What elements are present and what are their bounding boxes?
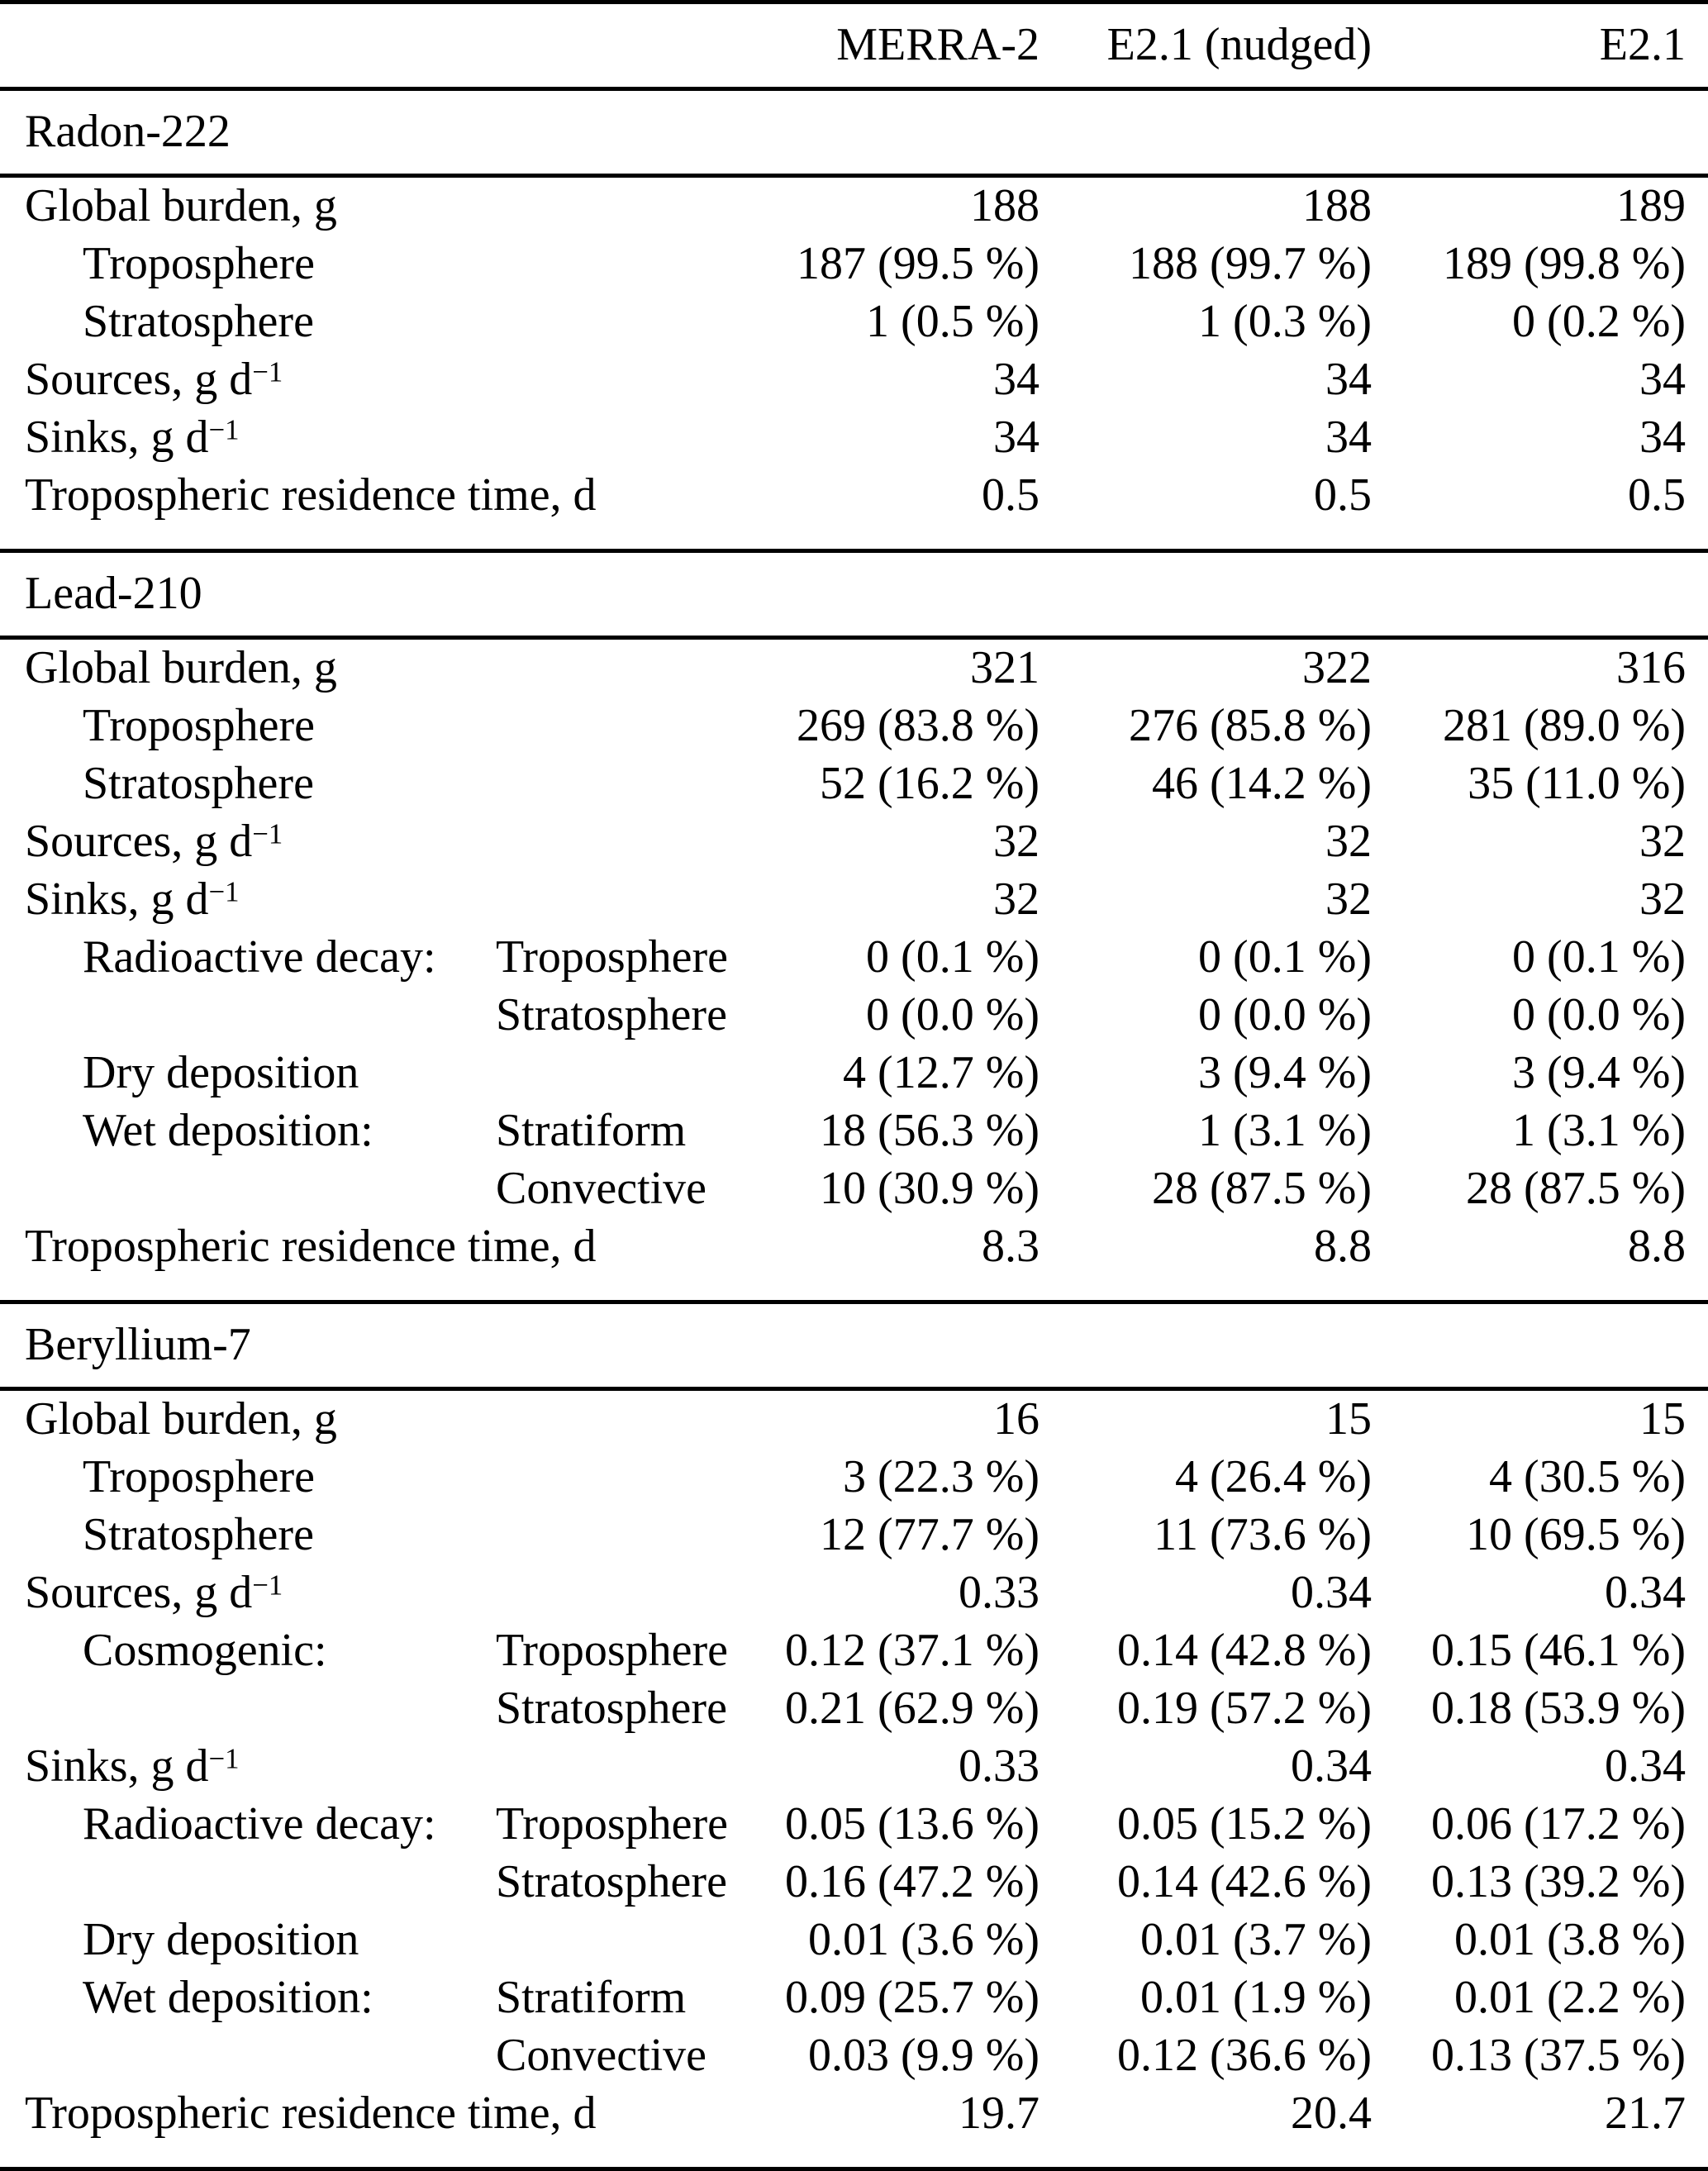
row-sublabel [471,293,735,351]
row-label [0,987,471,1045]
value-cell-merra2: 32 [993,874,1040,926]
table-row [0,1622,1708,1680]
superscript: −1 [208,1742,240,1775]
value-cell-merra2: 269 (83.8 %) [797,700,1040,752]
row-sublabel: Stratiform [496,1972,687,2024]
value-cell-e21-nudged: 15 [1325,1393,1372,1445]
row-sublabel: Stratosphere [496,1683,727,1735]
row-label: Sinks, g $d^{-1}$ [25,874,240,926]
row-label: Dry deposition [83,1914,359,1966]
value-cell-e21-nudged: 46 (14.2 %) [1152,758,1372,810]
value-cell-merra2: 32 [993,816,1040,868]
value-cell-e21-nudged: 28 (87.5 %) [1152,1163,1372,1215]
table-row [0,987,1708,1045]
row-sublabel [471,871,735,929]
value-cell-e21-nudged: 0 (0.1 %) [1198,931,1372,983]
row-label [0,1854,471,1912]
value-cell-e21: 0.13 (37.5 %) [1431,2030,1686,2082]
table-row [0,755,1708,813]
value-cell-e21: 1 (3.1 %) [1512,1105,1686,1157]
value-cell-e21: 8.8 [1628,1221,1686,1273]
table-row [0,2027,1708,2085]
value-cell-e21-nudged: 0.19 (57.2 %) [1117,1683,1372,1735]
row-sublabel [471,236,735,293]
table-row [0,1564,1708,1622]
row-label: Cosmogenic: [83,1625,327,1677]
section-title-lead-210: Lead-210 [0,551,1708,638]
section-title-row [0,89,1708,176]
row-label [0,2027,471,2085]
value-cell-e21: 0.15 (46.1 %) [1431,1625,1686,1677]
value-cell-merra2: 1 (0.5 %) [866,296,1040,348]
table-row [0,467,1708,525]
row-sublabel: Convective [496,2030,707,2082]
superscript: −1 [252,1569,283,1602]
table-row [0,236,1708,293]
value-cell-merra2: 34 [993,354,1040,406]
row-sublabel [471,697,735,755]
section-title-row [0,1302,1708,1389]
value-cell-e21: 0 (0.0 %) [1512,989,1686,1041]
value-cell-e21-nudged: 34 [1325,412,1372,464]
value-cell-e21-nudged: 34 [1325,354,1372,406]
table-row [0,638,1708,698]
value-cell-merra2: 188 [970,180,1040,232]
superscript: −1 [252,817,283,850]
value-cell-merra2: 0.05 (13.6 %) [785,1798,1040,1850]
value-cell-merra2: 0 (0.1 %) [866,931,1040,983]
row-sublabel [471,1389,735,1450]
value-cell-merra2: 0.33 [959,1567,1040,1619]
table-row [0,1507,1708,1564]
table-row [0,1680,1708,1738]
value-cell-e21-nudged: 276 (85.8 %) [1129,700,1372,752]
value-cell-e21-nudged: 188 [1302,180,1372,232]
value-cell-e21: 0.5 [1628,469,1686,521]
value-cell-merra2: 3 (22.3 %) [843,1451,1040,1503]
row-sublabel: Stratiform [496,1105,687,1157]
row-label: Radioactive decay: [83,1798,436,1850]
value-cell-e21-nudged: 0.01 (1.9 %) [1140,1972,1372,2024]
row-label: Sources, g $d^{-1}$ [25,1567,283,1619]
value-cell-e21: 28 (87.5 %) [1466,1163,1686,1215]
table-row [0,176,1708,236]
header-empty-cell [471,2,735,89]
row-sublabel [471,409,735,467]
superscript: −1 [208,875,240,908]
row-sublabel: Convective [496,1163,707,1215]
table-row [0,1389,1708,1450]
row-label: Wet deposition: [83,1105,373,1157]
value-cell-e21-nudged: 0.12 (36.6 %) [1117,2030,1372,2082]
value-cell-merra2: 187 (99.5 %) [797,238,1040,290]
value-cell-e21-nudged: 1 (0.3 %) [1198,296,1372,348]
row-sublabel [471,1507,735,1564]
row-label: Global burden, g [25,642,337,694]
table-row [0,929,1708,987]
value-cell-merra2: 0.5 [982,469,1040,521]
table-row [0,1045,1708,1102]
value-cell-e21-nudged: 0.14 (42.8 %) [1117,1625,1372,1677]
value-cell-e21: 10 (69.5 %) [1466,1509,1686,1561]
table-row [0,293,1708,351]
value-cell-e21-nudged: 20.4 [1291,2088,1372,2140]
value-cell-e21: 35 (11.0 %) [1468,758,1686,810]
table-row [0,1738,1708,1796]
value-cell-e21-nudged: 32 [1325,816,1372,868]
row-label: Dry deposition [83,1047,359,1099]
value-cell-e21: 34 [1639,412,1686,464]
table-header-row [0,2,1708,89]
value-cell-e21-nudged: 0 (0.0 %) [1198,989,1372,1041]
row-label: Stratosphere [83,1509,314,1561]
value-cell-e21: 0.01 (2.2 %) [1454,1972,1686,2024]
row-label: Stratosphere [83,296,314,348]
table-row [0,871,1708,929]
value-cell-merra2: 4 (12.7 %) [843,1047,1040,1099]
value-cell-merra2: 34 [993,412,1040,464]
value-cell-e21: 34 [1639,354,1686,406]
value-cell-merra2: 0.16 (47.2 %) [785,1856,1040,1908]
row-label: Sinks, g $d^{-1}$ [25,1740,240,1793]
row-label: Stratosphere [83,758,314,810]
value-cell-merra2: 0.09 (25.7 %) [785,1972,1040,2024]
table-row [0,1912,1708,1969]
row-sublabel [471,1449,735,1507]
row-sublabel: Troposphere [496,1625,729,1677]
row-label [0,1160,471,1218]
value-cell-merra2: 0.12 (37.1 %) [785,1625,1040,1677]
row-label: Sources, g $d^{-1}$ [25,816,283,868]
value-cell-e21: 316 [1616,642,1686,694]
value-cell-merra2: 12 (77.7 %) [820,1509,1040,1561]
section-spacer [0,1276,1708,1302]
table-row [0,1969,1708,2027]
section-spacer [0,525,1708,551]
value-cell-e21: 32 [1639,874,1686,926]
value-cell-merra2: 16 [993,1393,1040,1445]
value-cell-merra2: 19.7 [959,2088,1040,2140]
value-cell-e21-nudged: 0.34 [1291,1740,1372,1793]
value-cell-e21: 0 (0.2 %) [1512,296,1686,348]
value-cell-e21-nudged: 4 (26.4 %) [1175,1451,1372,1503]
table-row [0,1102,1708,1160]
table-row [0,2085,1708,2143]
row-label: Tropospheric residence time, d [25,2088,597,2140]
table-row [0,409,1708,467]
row-label: Troposphere [83,1451,316,1503]
row-sublabel [471,176,735,236]
table-row [0,351,1708,409]
table-row [0,1796,1708,1854]
value-cell-e21-nudged: 0.01 (3.7 %) [1140,1914,1372,1966]
section-title-beryllium-7: Beryllium-7 [0,1302,1708,1389]
value-cell-e21-nudged: 322 [1302,642,1372,694]
value-cell-merra2: 10 (30.9 %) [820,1163,1040,1215]
section-spacer [0,2143,1708,2169]
row-sublabel [471,813,735,871]
row-sublabel [471,351,735,409]
value-cell-e21-nudged: 1 (3.1 %) [1198,1105,1372,1157]
value-cell-e21-nudged: 11 (73.6 %) [1154,1509,1372,1561]
row-label: Sources, g $d^{-1}$ [25,354,283,406]
superscript: −1 [208,413,240,446]
value-cell-e21: 0.06 (17.2 %) [1431,1798,1686,1850]
value-cell-e21: 0.13 (39.2 %) [1431,1856,1686,1908]
row-sublabel [471,1564,735,1622]
value-cell-merra2: 8.3 [982,1221,1040,1273]
value-cell-e21: 0.34 [1605,1740,1686,1793]
column-header-merra2: MERRA-2 [735,2,1040,89]
row-label: Sinks, g $d^{-1}$ [25,412,240,464]
row-sublabel [471,1912,735,1969]
row-label: Global burden, g [25,1393,337,1445]
header-empty-cell [0,2,471,89]
value-cell-e21-nudged: 0.14 (42.6 %) [1117,1856,1372,1908]
value-cell-e21: 15 [1639,1393,1686,1445]
value-cell-e21: 0 (0.1 %) [1512,931,1686,983]
section-title-radon-222: Radon-222 [0,89,1708,176]
value-cell-e21: 3 (9.4 %) [1512,1047,1686,1099]
row-label: Tropospheric residence time, d [25,1221,597,1273]
value-cell-e21: 21.7 [1605,2088,1686,2140]
table-row [0,1218,1708,1276]
value-cell-e21: 32 [1639,816,1686,868]
row-label: Radioactive decay: [83,931,436,983]
value-cell-e21-nudged: 0.34 [1291,1567,1372,1619]
table-row [0,1854,1708,1912]
value-cell-e21: 281 (89.0 %) [1443,700,1686,752]
value-cell-e21-nudged: 8.8 [1314,1221,1372,1273]
value-cell-e21: 4 (30.5 %) [1489,1451,1686,1503]
value-cell-e21: 0.18 (53.9 %) [1431,1683,1686,1735]
value-cell-merra2: 0 (0.0 %) [866,989,1040,1041]
value-cell-e21: 0.01 (3.8 %) [1454,1914,1686,1966]
table-row [0,813,1708,871]
value-cell-merra2: 0.21 (62.9 %) [785,1683,1040,1735]
row-sublabel [471,755,735,813]
value-cell-merra2: 0.03 (9.9 %) [808,2030,1040,2082]
row-sublabel: Stratosphere [496,989,727,1041]
column-header-e21-nudged: E2.1 (nudged) [1040,2,1372,89]
superscript: −1 [252,355,283,388]
row-label: Global burden, g [25,180,337,232]
value-cell-merra2: 18 (56.3 %) [820,1105,1040,1157]
table-row [0,697,1708,755]
row-label: Troposphere [83,238,316,290]
row-label: Troposphere [83,700,316,752]
value-cell-merra2: 0.01 (3.6 %) [808,1914,1040,1966]
row-sublabel [471,1738,735,1796]
value-cell-e21-nudged: 188 (99.7 %) [1129,238,1372,290]
section-title-row [0,551,1708,638]
value-cell-e21: 0.34 [1605,1567,1686,1619]
table-row [0,1449,1708,1507]
table-row [0,1160,1708,1218]
value-cell-e21-nudged: 32 [1325,874,1372,926]
value-cell-e21-nudged: 3 (9.4 %) [1198,1047,1372,1099]
row-sublabel: Troposphere [496,1798,729,1850]
row-label: Tropospheric residence time, d [25,469,597,521]
value-cell-merra2: 0.33 [959,1740,1040,1793]
row-sublabel: Troposphere [496,931,729,983]
value-cell-e21: 189 [1616,180,1686,232]
row-sublabel [471,638,735,698]
row-sublabel: Stratosphere [496,1856,727,1908]
value-cell-e21-nudged: 0.5 [1314,469,1372,521]
value-cell-merra2: 321 [970,642,1040,694]
row-label: Wet deposition: [83,1972,373,2024]
row-sublabel [471,1045,735,1102]
value-cell-e21: 189 (99.8 %) [1443,238,1686,290]
value-cell-merra2: 52 (16.2 %) [820,758,1040,810]
column-header-e21: E2.1 [1372,2,1708,89]
value-cell-e21-nudged: 0.05 (15.2 %) [1117,1798,1372,1850]
row-label [0,1680,471,1738]
